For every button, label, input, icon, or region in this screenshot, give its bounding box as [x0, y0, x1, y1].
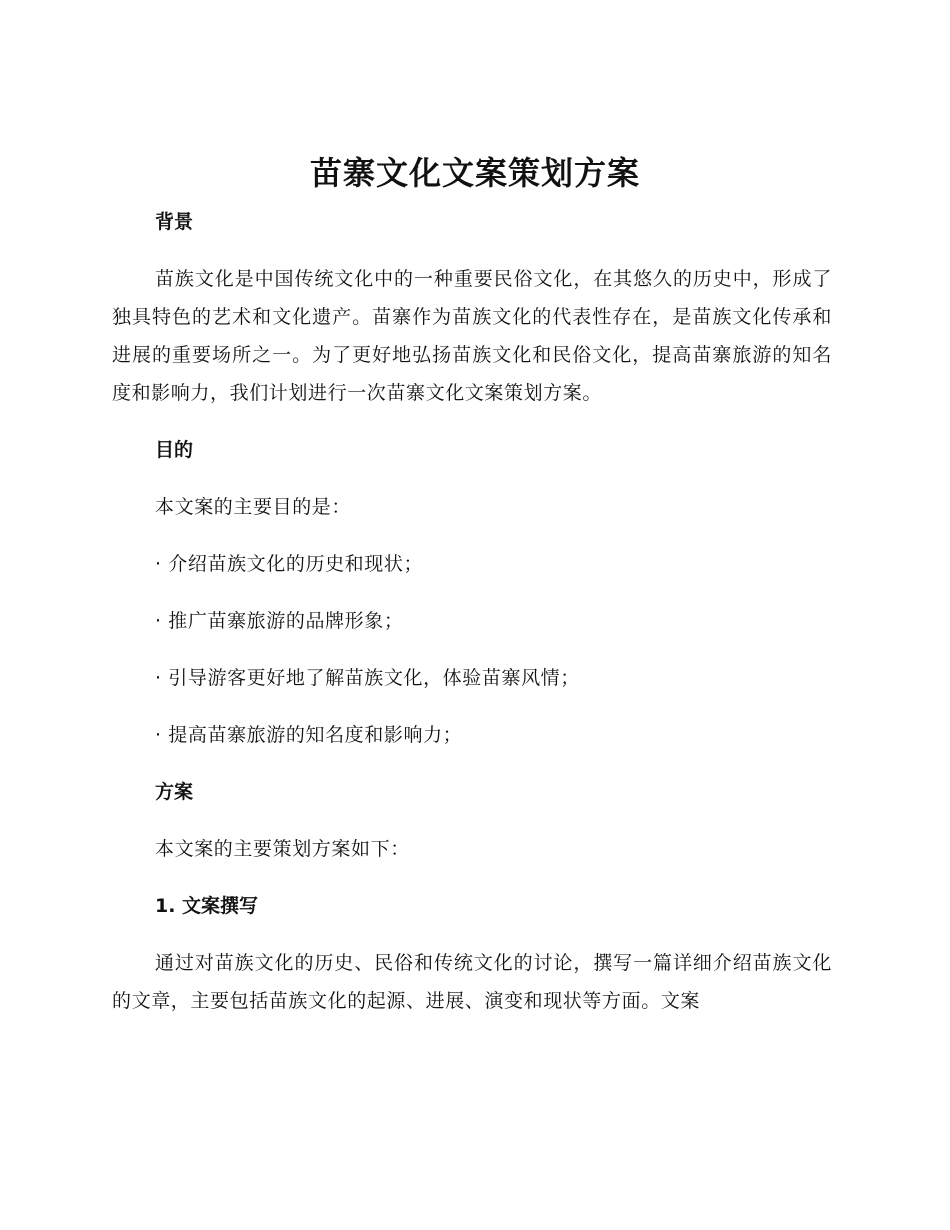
purpose-item: · 引导游客更好地了解苗族文化，体验苗寨风情； [155, 667, 580, 689]
section-heading-purpose: 目的 [155, 439, 194, 461]
purpose-intro: 本文案的主要目的是： [155, 496, 352, 518]
purpose-item: · 推广苗寨旅游的品牌形象； [155, 610, 404, 632]
document-body [112, 203, 832, 1039]
subsection-heading-copywriting: 1. 文案撰写 [155, 895, 259, 917]
page-title: 苗寨文化文案策划方案 [309, 154, 640, 192]
copywriting-paragraph: 通过对苗族文化的历史、民俗和传统文化的讨论，撰写一篇详细介绍苗族文化的文章，主要包括苗族文化的起源、进展、演变和现状等方面。文案 [112, 952, 832, 1012]
purpose-item: · 提高苗寨旅游的知名度和影响力； [155, 724, 463, 746]
plan-intro: 本文案的主要策划方案如下： [155, 838, 410, 860]
section-heading-background: 背景 [155, 211, 194, 233]
background-paragraph: 苗族文化是中国传统文化中的一种重要民俗文化，在其悠久的历史中，形成了独具特色的艺术和文化遗产。苗寨作为苗族文化的代表性存在，是苗族文化传承和进展的重要场所之一。为了更好地弘扬苗族文化和民俗文化，提高苗寨旅游的知名度和影响力，我们计划进行一次苗寨文化文案策划方案。 [112, 268, 832, 404]
section-heading-plan: 方案 [155, 781, 194, 803]
purpose-item: · 介绍苗族文化的历史和现状； [155, 553, 424, 575]
